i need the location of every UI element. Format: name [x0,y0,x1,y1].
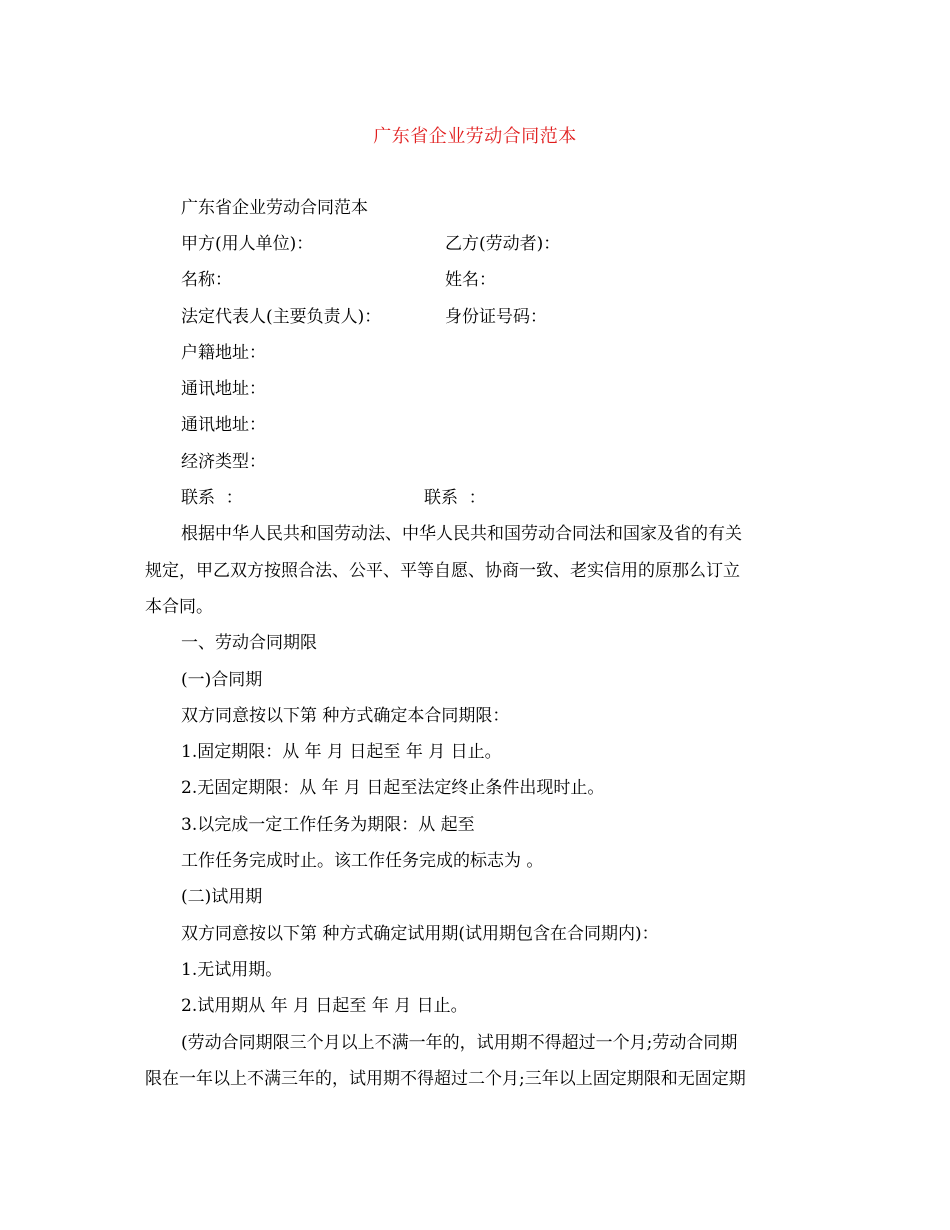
probation-note-line-2: 限在一年以上不满三年的，试用期不得超过二个月;三年以上固定期限和无固定期 [145,1069,746,1089]
household-address-label: 户籍地址： [181,343,266,363]
preamble-line-3: 本合同。 [145,597,213,617]
contact-b-label: 联系 ： [424,488,486,508]
document-title: 广东省企业劳动合同范本 [373,126,577,147]
contract-term-item-2: 2.无固定期限：从 年 月 日起至法定终止条件出现时止。 [181,778,605,798]
probation-item-1: 1.无试用期。 [181,960,283,980]
preamble-line-1: 根据中华人民共和国劳动法、中华人民共和国劳动合同法和国家及省的有关 [181,524,742,544]
id-number-label: 身份证号码： [445,307,547,327]
legal-rep-label: 法定代表人(主要负责人)： [181,307,382,327]
contract-term-item-1: 1.固定期限：从 年 月 日起至 年 月 日止。 [181,742,502,762]
economic-type-label: 经济类型： [181,452,266,472]
section-heading: 一、劳动合同期限 [181,633,317,653]
mail-address-label-2: 通讯地址： [181,415,266,435]
party-b-label: 乙方(劳动者)： [445,234,561,254]
contract-term-intro: 双方同意按以下第 种方式确定本合同期限： [181,706,510,726]
name-a-label: 名称： [181,270,232,290]
probation-intro: 双方同意按以下第 种方式确定试用期(试用期包含在合同期内)： [181,924,659,944]
contact-a-label: 联系 ： [181,488,243,508]
probation-item-2: 2.试用期从 年 月 日起至 年 月 日止。 [181,996,468,1016]
party-a-label: 甲方(用人单位)： [181,234,314,254]
contract-term-item-3-cont: 工作任务完成时止。该工作任务完成的标志为 。 [181,851,544,871]
probation-note-line-1: (劳动合同期限三个月以上不满一年的，试用期不得超过一个月;劳动合同期 [181,1033,738,1053]
subsection-probation: (二)试用期 [181,887,263,907]
mail-address-label-1: 通讯地址： [181,379,266,399]
subsection-contract-term: (一)合同期 [181,670,263,690]
name-b-label: 姓名： [445,270,496,290]
preamble-line-2: 规定，甲乙双方按照合法、公平、平等自愿、协商一致、老实信用的原那么订立 [145,561,740,581]
contract-term-item-3: 3.以完成一定工作任务为期限：从 起至 [181,815,475,835]
subtitle: 广东省企业劳动合同范本 [181,198,368,218]
